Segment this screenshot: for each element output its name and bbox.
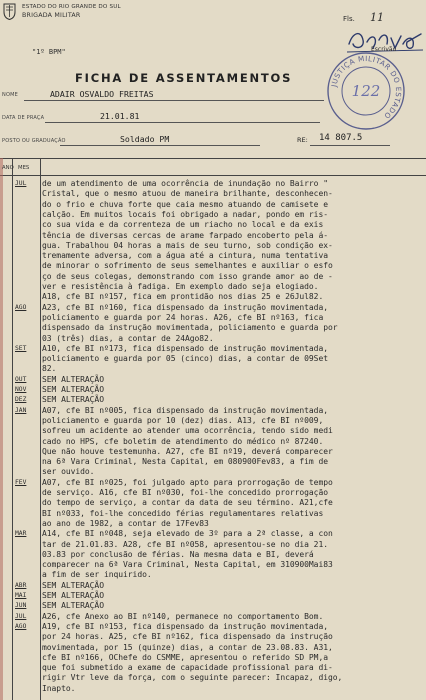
entry-text: A23, cfe BI nº160, fica dispensado da instrução movimentada, (42, 302, 328, 312)
entry-text: A18, cfe BI nº157, fica em prontidão nos dias 25 e 26Jul82. (42, 292, 324, 302)
clerk-label: Escrivão (371, 46, 397, 53)
entry-text: de minorar o sofrimento de seus semelhantes e auxiliar o esfo (42, 261, 333, 271)
entry-line (0, 550, 426, 560)
entry-text: Cristal, que o mesmo atuou de maneira brilhante, desconhecen- (42, 189, 333, 199)
entry-line (0, 488, 426, 498)
entry-text: tremamente adversa, com a água até a cintura, numa tentativa (42, 251, 328, 261)
entry-line (0, 231, 426, 241)
state-crest-icon (3, 3, 16, 20)
entry-text: na 6ª Vara Criminal, Nesta Capital, em 080900Fev83, a fim de (42, 457, 328, 467)
entry-line (0, 591, 426, 601)
entry-text: por 24 horas. A25, cfe BI nº162, fica dispensado da instrução (42, 632, 333, 642)
rank-value: Soldado PM (120, 134, 170, 144)
battalion-code: "1º BPM" (32, 48, 66, 56)
entry-text: ao ano de 1982, a contar de 17Fev83 (42, 518, 209, 528)
entry-line (0, 622, 426, 632)
entry-text: SEM ALTERAÇÃO (42, 601, 104, 611)
entry-line (0, 498, 426, 508)
entry-text: Inapto. (42, 683, 76, 693)
entry-line (0, 643, 426, 653)
name-underline (24, 100, 324, 101)
entry-text: Que não houve testemunha. A27, cfe BI nº19, deverá comparecer (42, 446, 333, 456)
page-label: Fls. (343, 15, 355, 23)
entry-text: 82. (42, 364, 57, 374)
entry-text: SEM ALTERAÇÃO (42, 591, 104, 600)
entry-line (0, 426, 426, 436)
entry-text: a fim de ser inquirido. (42, 570, 152, 580)
entry-line (0, 385, 426, 395)
re-underline (310, 145, 390, 146)
date-underline (45, 122, 320, 123)
entry-text: do o frio e chuva forte que caia mesmo atuando de camisete e (42, 199, 328, 209)
entry-text: gua. Trabalhou 04 horas a mais de seu turno, sob condição ex- (42, 240, 333, 250)
entry-line (0, 653, 426, 663)
entry-month: JUL (15, 612, 27, 620)
entry-line (0, 663, 426, 673)
entry-text: comparecer na 6ª Vara Criminal, Nesta Capital, em 310900Mai83 (42, 560, 333, 570)
entry-month: AGO (15, 622, 27, 630)
entry-line (0, 509, 426, 519)
entry-line (0, 272, 426, 282)
rank-underline (60, 145, 260, 146)
entry-text: ser ouvido. (42, 467, 95, 477)
entry-month: MAR (15, 530, 27, 538)
entry-text: que foi submetido a exame de capacidade profissional para di- (42, 663, 333, 673)
state-name: ESTADO DO RIO GRANDE DO SUL (22, 4, 121, 10)
entry-line (0, 344, 426, 354)
entry-line (0, 210, 426, 220)
entry-line (0, 200, 426, 210)
entry-line (0, 395, 426, 405)
entry-text: A07, cfe BI nº005, fica dispensado da instrução movimentada, (42, 405, 328, 415)
entry-line (0, 529, 426, 539)
entry-month: JUL (15, 180, 27, 187)
entry-month: AGO (15, 303, 27, 311)
entry-month: DEZ (15, 396, 27, 404)
entry-line (0, 292, 426, 302)
entry-text: tar de 21.01.83. A28, cfe BI nº058, apresentou-se no dia 21. (42, 539, 328, 549)
entry-line (0, 334, 426, 344)
entry-line (0, 241, 426, 251)
entry-text: cfe BI nº166, OChefe do CSMME, apresentou o referido SD PM,a (42, 652, 328, 662)
entry-text: de serviço. A16, cfe BI nº030, foi-lhe concedido prorrogação (42, 488, 328, 497)
entry-line (0, 437, 426, 447)
entry-text: ço de seus colegas, demonstrando com isso grande amor ao de - (42, 271, 333, 281)
entry-text: A14, cfe BI nº048, seja elevado de 3º para a 2ª classe, a con (42, 529, 333, 539)
entry-line (0, 179, 426, 189)
page-number: 11 (370, 11, 384, 24)
entry-month: JUN (15, 602, 27, 610)
entry-line (0, 323, 426, 333)
entry-text: SEM ALTERAÇÃO (42, 385, 104, 394)
entry-line (0, 519, 426, 529)
entry-line (0, 457, 426, 467)
entry-text: A19, cfe BI nº153, fica dispensado da instrução movimentada, (42, 621, 328, 631)
month-column-header: MES (18, 165, 30, 171)
enlistment-date: 21.01.81 (100, 111, 140, 121)
table-header-rule (0, 175, 426, 176)
entry-text: ver e resistência à fadiga. Em exemplo dado seja elogiado. (42, 282, 319, 291)
entry-line (0, 261, 426, 271)
entry-line (0, 684, 426, 694)
entry-text: 03 (três) dias, a contar de 24Ago82. (42, 333, 214, 343)
entry-line (0, 406, 426, 416)
year-column-header: ANO (2, 165, 14, 171)
entry-month: JAN (15, 406, 27, 414)
document-title: FICHA DE ASSENTAMENTOS (75, 71, 293, 85)
entry-text: SEM ALTERAÇÃO (42, 395, 104, 405)
entry-text: A10, cfe BI nº173, fica dispensado de instrução movimentada, (42, 343, 328, 353)
entry-line (0, 416, 426, 426)
entry-text: rigir Vtr leve da força, com o seguinte parecer: Incapaz, digo, (42, 673, 343, 683)
entry-text: policiamento e guarda por 24 horas. A26, cfe BI nº163, fica (42, 312, 324, 322)
entry-text: BI nº033, foi-lhe concedido férias regulamentares relativas (42, 508, 324, 518)
entry-line (0, 467, 426, 477)
entry-line (0, 673, 426, 683)
re-label: RE: (297, 136, 308, 144)
entry-text: sofreu um acidente ao atender uma ocorrência, tendo sido medi (42, 426, 333, 436)
table-top-rule (0, 158, 426, 159)
entry-text: tência de diversas cercas de arame farpado encoberto pela á- (42, 230, 328, 240)
entry-text: SEM ALTERAÇÃO (42, 374, 104, 384)
entry-text: policiamento e guarda por 05 (cinco) dias, a contar de 09Set (42, 354, 328, 364)
soldier-name: ADAIR OSVALDO FREITAS (50, 89, 154, 99)
court-seal-stamp (323, 48, 409, 134)
entry-month: OUT (15, 375, 27, 383)
entry-line (0, 313, 426, 323)
entry-line (0, 251, 426, 261)
entry-text: cado no HPS, cfe boletim de atendimento do médico nº 87240. (42, 436, 324, 446)
entry-text: 03.83 por conclusão de férias. Na mesma data e BI, deverá (42, 549, 314, 559)
entry-line (0, 447, 426, 457)
rank-label: POSTO OU GRADUAÇÃO (2, 138, 66, 144)
entry-line (0, 303, 426, 313)
entry-text: dispensado da instrução movimentada, policiamento e guarda por (42, 323, 338, 333)
entry-line (0, 189, 426, 199)
entry-line (0, 601, 426, 611)
entry-month: NOV (15, 386, 27, 393)
svg-text:122: 122 (351, 82, 381, 100)
entry-line (0, 220, 426, 230)
entry-line (0, 354, 426, 364)
enlistment-date-label: DATA DE PRAÇA (2, 115, 45, 121)
entry-line (0, 282, 426, 292)
entry-month: FEV (15, 478, 27, 486)
name-field-label: NOME (2, 92, 18, 98)
entry-text: calção. Em muitos locais foi obrigado a nadar, pondo em ris- (42, 209, 328, 219)
re-number: 14 807.5 (319, 133, 363, 143)
svg-text:JUSTIÇA MILITAR DO ESTADO: JUSTIÇA MILITAR DO ESTADO (329, 53, 404, 121)
entry-text: co sua vida e da correnteza de um riacho no local e da exis (42, 220, 324, 230)
entry-line (0, 560, 426, 570)
entry-text: de um atendimento de uma ocorrência de inundação no Bairro " (42, 179, 328, 188)
entry-month: MAI (15, 592, 27, 599)
entry-line (0, 540, 426, 550)
entry-line (0, 612, 426, 622)
entry-text: A26, cfe Anexo ao BI nº140, permanece no comportamento Bom. (42, 611, 324, 621)
entry-month: SET (15, 344, 27, 352)
entry-line (0, 581, 426, 591)
entry-line (0, 364, 426, 374)
entry-line (0, 570, 426, 580)
entry-month: ABR (15, 581, 27, 589)
entry-line (0, 478, 426, 488)
entry-text: movimentada, por 15 (quinze) dias, a contar de 23.08.83. A31, (42, 642, 333, 652)
entry-text: SEM ALTERAÇÃO (42, 580, 104, 590)
entry-text: do tempo de serviço, a contar da data de seu término. A21,cfe (42, 498, 333, 508)
entry-line (0, 375, 426, 385)
entry-line (0, 632, 426, 642)
unit-name: BRIGADA MILITAR (22, 12, 81, 19)
entry-text: policiamento e guarda por 10 (dez) dias. A13, cfe BI nº009, (42, 415, 324, 425)
entry-text: A07, cfe BI nº025, foi julgado apto para prorrogação de tempo (42, 477, 333, 487)
